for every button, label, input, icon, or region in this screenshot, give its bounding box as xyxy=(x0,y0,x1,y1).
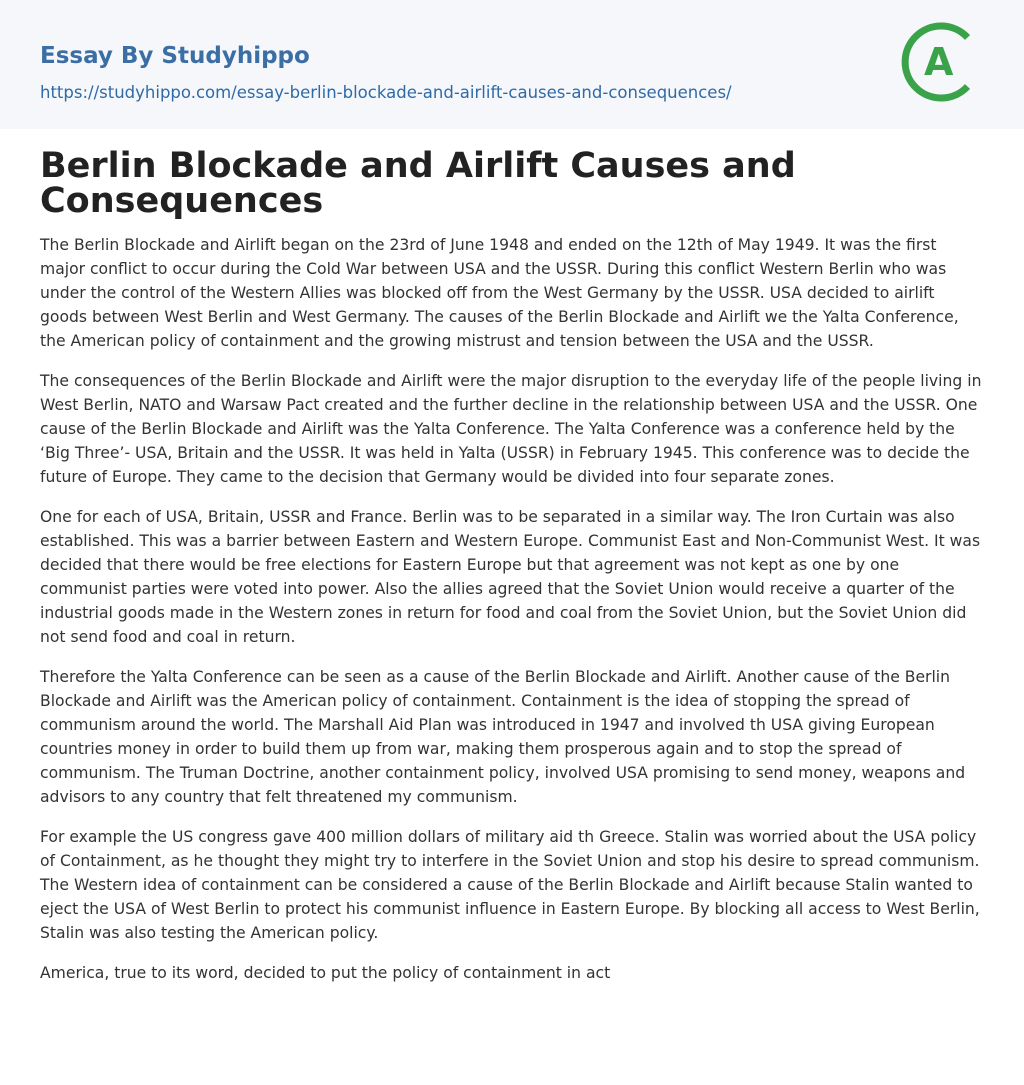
article-paragraph: For example the US congress gave 400 million dollars of military aid th Greece. Stalin was worried about the USA policy of Containment, as he thought they might try to interfere in the Soviet Union and stop his desire to spread communism. The Western idea of containment can be considered a cause of the Berlin Blockade and Airlift because Stalin wanted to eject the USA of West Berlin to protect his communist influence in Eastern Europe. By blocking all access to West Berlin, Stalin was also testing the American policy. xyxy=(40,828,980,942)
article-paragraph: Therefore the Yalta Conference can be seen as a cause of the Berlin Blockade and Airlift. Another cause of the Berlin Blockade and Airlift was the American policy of containment. Containment is the idea of stopping the spread of communism around the world. The Marshall Aid Plan was introduced in 1947 and involved th USA giving European countries money in order to build them up from war, making them prosperous again and to stop the spread of communism. The Truman Doctrine, another containment policy, involved USA promising to send money, weapons and advisors to any country that felt threatened my communism. xyxy=(40,668,966,806)
article-paragraph: One for each of USA, Britain, USSR and France. Berlin was to be separated in a similar way. The Iron Curtain was also established. This was a barrier between Eastern and Western Europe. Communist East and Non-Communist West. It was decided that there would be free elections for Eastern Europe but that agreement was not kept as one by one communist parties were voted into power. Also the allies agreed that the Soviet Union would receive a quarter of the industrial goods made in the Western zones in return for food and coal from the Soviet Union, but the Soviet Union did not send food and coal in return. xyxy=(40,508,981,646)
article-content xyxy=(0,146,1024,985)
article-paragraph: America, true to its word, decided to put the policy of containment in act xyxy=(40,964,611,982)
svg-text:A: A xyxy=(924,40,954,84)
article-paragraph: The Berlin Blockade and Airlift began on the 23rd of June 1948 and ended on the 12th of May 1949. It was the first major conflict to occur during the Cold War between USA and the USSR. During this conflict Western Berlin who was under the control of the Western Allies was blocked off from the West Germany by the USSR. USA decided to airlift goods between West Berlin and West Germany. The causes of the Berlin Blockade and Airlift we the Yalta Conference, the American policy of containment and the growing mistrust and tension between the USA and the USSR. xyxy=(40,236,959,350)
studyhippo-logo-icon[interactable] xyxy=(900,20,984,104)
site-name[interactable]: Essay By Studyhippo xyxy=(40,43,310,69)
site-header xyxy=(0,0,1024,129)
article-url-link[interactable]: https://studyhippo.com/essay-berlin-blockade-and-airlift-causes-and-consequences/ xyxy=(40,83,732,102)
article-paragraph: The consequences of the Berlin Blockade and Airlift were the major disruption to the everyday life of the people living in West Berlin, NATO and Warsaw Pact created and the further decline in the relationship between USA and the USSR. One cause of the Berlin Blockade and Airlift was the Yalta Conference. The Yalta Conference was a conference held by the ‘Big Three’- USA, Britain and the USSR. It was held in Yalta (USSR) in February 1945. This conference was to decide the future of Europe. They came to the decision that Germany would be divided into four separate zones. xyxy=(40,372,982,486)
page-title: Berlin Blockade and Airlift Causes and Consequences xyxy=(40,146,796,221)
